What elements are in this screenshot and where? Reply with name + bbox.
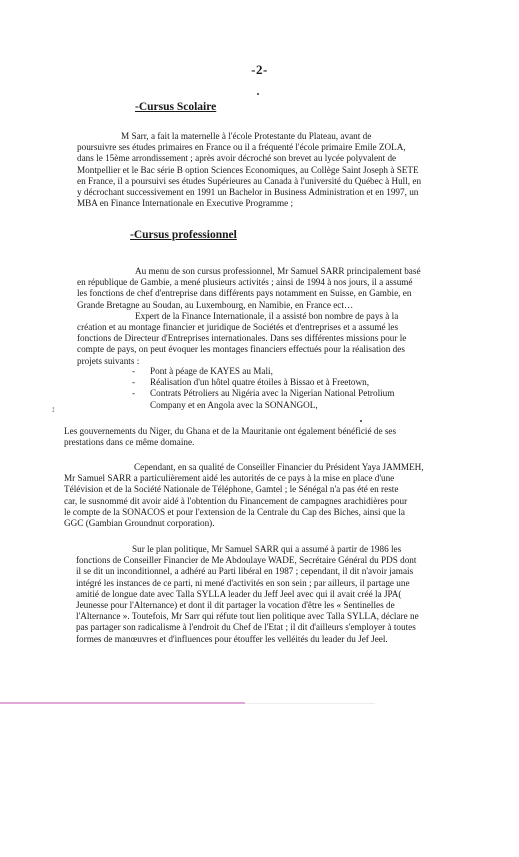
text-line: le compte de la SONACOS et pour l'extension de la Centrale du Cap des Biches, ainsi que la (64, 506, 406, 517)
text-line: Sur le plan politique, Mr Samuel SARR qui a assumé à partir de 1986 les (132, 544, 402, 554)
text-line: Au menu de son cursus professionnel, Mr Samuel SARR principalement basé (135, 266, 421, 276)
text-line: M Sarr, a fait la maternelle à l'école Protestante du Plateau, avant de (121, 131, 372, 141)
scan-speck (257, 93, 259, 95)
list-item-continuation (132, 400, 394, 411)
text-line: Jeunesse pour l'Alternance) et dont il dit partager la vocation d'être les « Sentinelles de (76, 600, 395, 611)
text-line: l'Alternance ». Toutefois, Mr Sarr qui réfute tout lien politique avec Talla SYLLA, déclare ne (76, 611, 419, 622)
text-line: GGC (Gambian Groundnut corporation). (64, 518, 215, 529)
text-line: fonctions de Directeur d'Entreprises internationales. Dans ses différentes missions pour le (77, 333, 407, 344)
text-line: création et au montage financier et juridique de Sociétés et d'entreprises et a assumé les (77, 322, 399, 333)
list-item-text: Company et en Angola avec la SONANGOL, (150, 399, 318, 410)
text-line: fonctions de Conseiller Financier de Me Abdoulaye WADE, Secrétaire Général du PDS dont (76, 555, 417, 566)
text-line: Télévision et de la Société Nationale de Téléphone, Gamtel ; le Sénégal n'a pas été en reste (64, 484, 399, 495)
bullet-marker: - (132, 366, 136, 376)
text-line: Les gouvernements du Niger, du Ghana et de la Mauritanie ont également bénéficié de ses (64, 426, 397, 436)
text-line: intégré les instances de ce parti, ni mené d'activités en son sein ; par ailleurs, il partage une (76, 577, 410, 588)
text-line: prestations dans ce même domaine. (64, 437, 195, 448)
bullet-marker: - (132, 377, 136, 388)
text-line: dans le 15ème arrondissement ; après avoir décroché son brevet au lycée polyvalent de (77, 153, 397, 164)
text-line: formes de manœuvres et d'influences pour étouffer les velléités du leader du Jef Jeel. (76, 633, 388, 644)
paragraph-school (77, 131, 490, 209)
text-line: Montpellier et le Bac série B option Sciences Economiques, au Collège Saint Joseph à SETE (77, 164, 419, 175)
list-item-text: Réalisation d'un hôtel quatre étoiles à Bissao et à Freetown, (150, 377, 370, 388)
text-line: car, le susnommé dit avoir aidé à l'obtention du Financement de campagnes arachidières pour (64, 495, 408, 506)
list-item (132, 366, 394, 377)
bottom-rule-fade (245, 703, 375, 704)
page-number: -2- (251, 62, 268, 77)
bottom-rule (0, 702, 245, 704)
project-list (132, 366, 394, 411)
list-item (132, 377, 394, 388)
text-line: compte de pays, on peut évoquer les montages financiers effectués pour la réalisation des (77, 344, 405, 355)
paragraph-politics (76, 544, 490, 645)
text-line: poursuivre ses études primaires en France ou il a fréquenté l'école primaire Emile ZOLA, (77, 142, 406, 153)
text-line: en république de Gambie, a mené plusieurs activités ; ainsi de 1994 à nos jours, il a assumé (77, 277, 413, 288)
list-item (132, 388, 394, 399)
list-item-text: Contrats Pétroliers au Nigéria avec la Nigerian National Petrolium (150, 388, 395, 399)
heading-cursus-professionnel: -Cursus professionnel (130, 229, 237, 241)
bullet-marker: - (132, 388, 136, 399)
paragraph-governments (64, 426, 490, 448)
paragraph-gambia (64, 462, 492, 529)
text-line: pas partager son radicalisme à l'endroit du Chef de l'Etat ; il dit d'ailleurs s'employer à toutes (76, 622, 416, 633)
text-line: amitié de longue date avec Talla SYLLA leader du Jeff Jeel avec qui il avait créé la JPA( (76, 588, 402, 599)
text-line: Mr Samuel SARR a particulièrement aidé les autorités de ce pays à la mise en place d'une (64, 473, 395, 484)
text-line: il se dit un inconditionnel, a adhéré au Parti libéral en 1987 ; cependant, il dit n'avoir jamais (76, 566, 414, 577)
scan-speck (360, 420, 362, 422)
heading-cursus-scolaire: -Cursus Scolaire (135, 101, 217, 113)
margin-mark: ↕ (51, 404, 56, 414)
text-line: en France, il a poursuivi ses études Supérieures au Canada à l'université du Québec à Hull, en (77, 175, 422, 186)
text-line: les fonctions de chef d'entreprise dans différents pays notamment en Suisse, en Gambie, en (77, 288, 412, 299)
text-line: Expert de la Finance Internationale, il a assisté bon nombre de pays à la (135, 310, 399, 321)
text-line: y décrochant successivement en 1991 un Bachelor in Business Administration et en 1997, un (77, 187, 419, 198)
text-line: Cependant, en sa qualité de Conseiller Financier du Président Yaya JAMMEH, (134, 462, 424, 472)
paragraph-professional (77, 266, 490, 367)
text-line: Grande Bretagne au Soudan, au Luxembourg, en Namibie, en France ect… (77, 299, 354, 310)
list-item-text: Pont à péage de KAYES au Mali, (150, 366, 273, 376)
text-line: projets suivants : (77, 355, 140, 366)
text-line: MBA en Finance Internationale en Executive Programme ; (77, 198, 294, 209)
